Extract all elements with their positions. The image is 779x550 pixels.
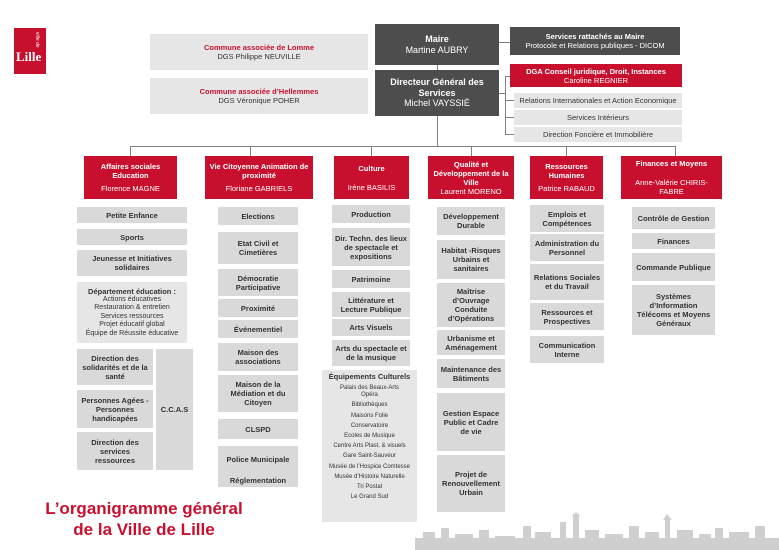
- col5-item: Administration du Personnel: [530, 234, 604, 261]
- col5-item: Emplois et Compétences: [530, 205, 604, 232]
- logo-small-text: ville de: [34, 32, 40, 48]
- dga-culture-name: Irène BASILIS: [347, 182, 396, 192]
- col2-item: Maison de la Médiation et du Citoyen: [218, 375, 298, 412]
- rattaches-title: Services rattachés au Maire: [545, 32, 645, 41]
- equipement-line: Gare Saint-Sauveur: [342, 453, 397, 460]
- col1-solidarites: Direction des solidarités et de la santé: [77, 349, 153, 385]
- col4-item: Urbanisme et Aménagement: [437, 330, 505, 355]
- col2-item: Événementiel: [218, 320, 298, 338]
- col3-item: Dir. Techn. des lieux de spectacle et expositions: [332, 228, 410, 266]
- equipement-line: Centre Arts Plast. & visuels: [333, 443, 406, 450]
- col6-item: Systèmes d’Information Télécoms et Moyens Généraux: [632, 285, 715, 335]
- footer-title-line2: de la Ville de Lille: [73, 520, 215, 539]
- education-line: Actions éducatives: [102, 295, 162, 303]
- education-line: Restauration & entretien: [94, 304, 170, 312]
- service-interieurs: [514, 110, 682, 125]
- col2-item: Police Municipale: [218, 446, 298, 473]
- service-direction-fonciere: [514, 127, 682, 142]
- equipement-line: Bibliothèques: [351, 402, 388, 409]
- equipement-line: Tri Postal: [356, 484, 383, 491]
- dga-culture-title: Culture: [358, 163, 385, 173]
- col6-item: Contrôle de Gestion: [632, 207, 715, 229]
- col5-item: Relations Sociales et du Travail: [530, 264, 604, 300]
- logo-main-text: Lille: [16, 49, 42, 64]
- col3-item: Production: [332, 205, 410, 223]
- col1-ccas: C.C.A.S: [156, 349, 193, 470]
- col3-equipements-culturels: [322, 370, 417, 522]
- col1-services-ressources: Direction des services ressources: [77, 432, 153, 470]
- lille-logo: [14, 28, 46, 74]
- assoc-hellemmes-title: Commune associée d’Hellemmes: [199, 87, 319, 96]
- footer-title: [14, 498, 274, 540]
- dga-finances-moyens: [621, 156, 722, 199]
- col1-departement-education: [77, 282, 187, 343]
- equipement-line: Musée de l’Hospice Comtesse: [328, 463, 411, 470]
- col6-item: Finances: [632, 233, 715, 249]
- departement-education-title: Département éducation :: [88, 286, 176, 296]
- col4-item: Maîtrise d’Ouvrage Conduite d’Opérations: [437, 283, 505, 327]
- education-line: Équipe de Réussite éducative: [85, 329, 179, 337]
- dga-affaires-sociales-title: Affaires sociales Education: [100, 162, 161, 180]
- dgs-title: Directeur Général des Services: [390, 77, 484, 98]
- dga-affaires-sociales: [84, 156, 177, 199]
- col6-item: Commande Publique: [632, 253, 715, 281]
- col4-item: Gestion Espace Public et Cadre de vie: [437, 393, 505, 451]
- maire-title: Maire: [425, 34, 449, 44]
- col4-item: Maintenance des Bâtiments: [437, 359, 505, 388]
- dga-vie-citoyenne-title: Vie Citoyenne Animation de proximité: [209, 162, 309, 180]
- col2-item: Réglementation: [218, 473, 298, 487]
- dga-affaires-sociales-name: Florence MAGNE: [101, 184, 160, 193]
- dga-vie-citoyenne-name: Floriane GABRIELS: [225, 184, 293, 193]
- services-rattaches-box: [510, 27, 680, 55]
- service-direction-fonciere-label: Direction Foncière et Immobilière: [542, 130, 654, 139]
- assoc-hellemmes: [150, 78, 368, 114]
- dga-qualite-title: Qualité et Développement de la Ville: [433, 159, 509, 187]
- dga-qualite-developpement: [428, 156, 514, 199]
- equipement-line: Opéra: [361, 392, 378, 399]
- education-line: Services ressources: [100, 312, 164, 320]
- col4-item: Projet de Renouvellement Urbain: [437, 455, 505, 512]
- equipement-line: Musée d’Histoire Naturelle: [334, 473, 405, 480]
- dga-finances-title: Finances et Moyens: [635, 159, 708, 168]
- assoc-hellemmes-dgs: DGS Véronique POHER: [218, 96, 300, 105]
- col5-item: Ressources et Prospectives: [530, 303, 604, 330]
- assoc-lomme-title: Commune associée de Lomme: [203, 43, 315, 52]
- equipement-line: Le Grand Sud: [350, 494, 389, 501]
- dga-rh-title: Ressources Humaines: [545, 162, 588, 180]
- education-line: Projet éducatif global: [99, 321, 165, 329]
- col2-item: Etat Civil et Cimetières: [218, 232, 298, 264]
- equipement-line: Conservatoire: [350, 422, 389, 429]
- equipement-line: Ecoles de Musique: [344, 433, 395, 440]
- col4-item: Habitat -Risques Urbains et sanitaires: [437, 240, 505, 279]
- col2-item: Maison des associations: [218, 343, 298, 371]
- equipement-line: Maisons Folie: [350, 412, 388, 419]
- dga-qualite-name: Laurent MORENO: [440, 186, 502, 196]
- col1-item: Petite Enfance: [77, 207, 187, 223]
- city-skyline-illustration: [415, 512, 779, 550]
- maire-box: [375, 24, 499, 65]
- service-interieurs-label: Services Intérieurs: [566, 113, 630, 122]
- col3-item: Arts Visuels: [332, 319, 410, 336]
- dga-cj-title: DGA Conseil juridique, Droit, Instances: [526, 66, 666, 76]
- col4-item: Développement Durable: [437, 207, 505, 235]
- col5-item: Communication Interne: [530, 336, 604, 363]
- dga-cj-name: Caroline REGNIER: [563, 75, 629, 85]
- col2-item: Proximité: [218, 299, 298, 317]
- col1-item: Sports: [77, 229, 187, 245]
- dga-ressources-humaines: [530, 156, 603, 199]
- col2-item: Démocratie Participative: [218, 269, 298, 296]
- col3-item: Patrimoine: [332, 270, 410, 288]
- assoc-lomme-dgs: DGS Philippe NEUVILLE: [217, 52, 301, 61]
- rattaches-sub: Protocole et Relations publiques - DICOM: [525, 41, 665, 50]
- col1-item: Jeunesse et Initiatives solidaires: [77, 250, 187, 276]
- service-relations-internationales-label: Relations Internationales et Action Economique: [519, 96, 677, 105]
- footer-title-line1: L’organigramme général: [45, 499, 243, 518]
- col1-personnes-agees: Personnes Agées - Personnes handicapées: [77, 390, 153, 428]
- dgs-box: [375, 70, 499, 116]
- col3-item: Littérature et Lecture Publique: [332, 292, 410, 317]
- col2-item: CLSPD: [218, 419, 298, 439]
- dga-vie-citoyenne: [205, 156, 313, 199]
- dgs-name: Michel VAYSSIÉ: [404, 98, 470, 109]
- maire-name: Martine AUBRY: [405, 44, 469, 55]
- service-relations-internationales: [514, 93, 682, 108]
- dga-rh-name: Patrice RABAUD: [538, 184, 595, 193]
- col2-item: Elections: [218, 207, 298, 225]
- equipements-title: Équipements Culturels: [328, 372, 411, 381]
- equipement-line: Palais des Beaux-Arts: [339, 385, 400, 391]
- col3-item: Arts du spectacle et de la musique: [332, 340, 410, 366]
- dga-conseil-juridique-box: [510, 64, 682, 87]
- assoc-lomme: [150, 34, 368, 70]
- dga-culture: [334, 156, 409, 199]
- dga-finances-name: Anne-Valérie CHIRIS-FABRE: [635, 178, 708, 196]
